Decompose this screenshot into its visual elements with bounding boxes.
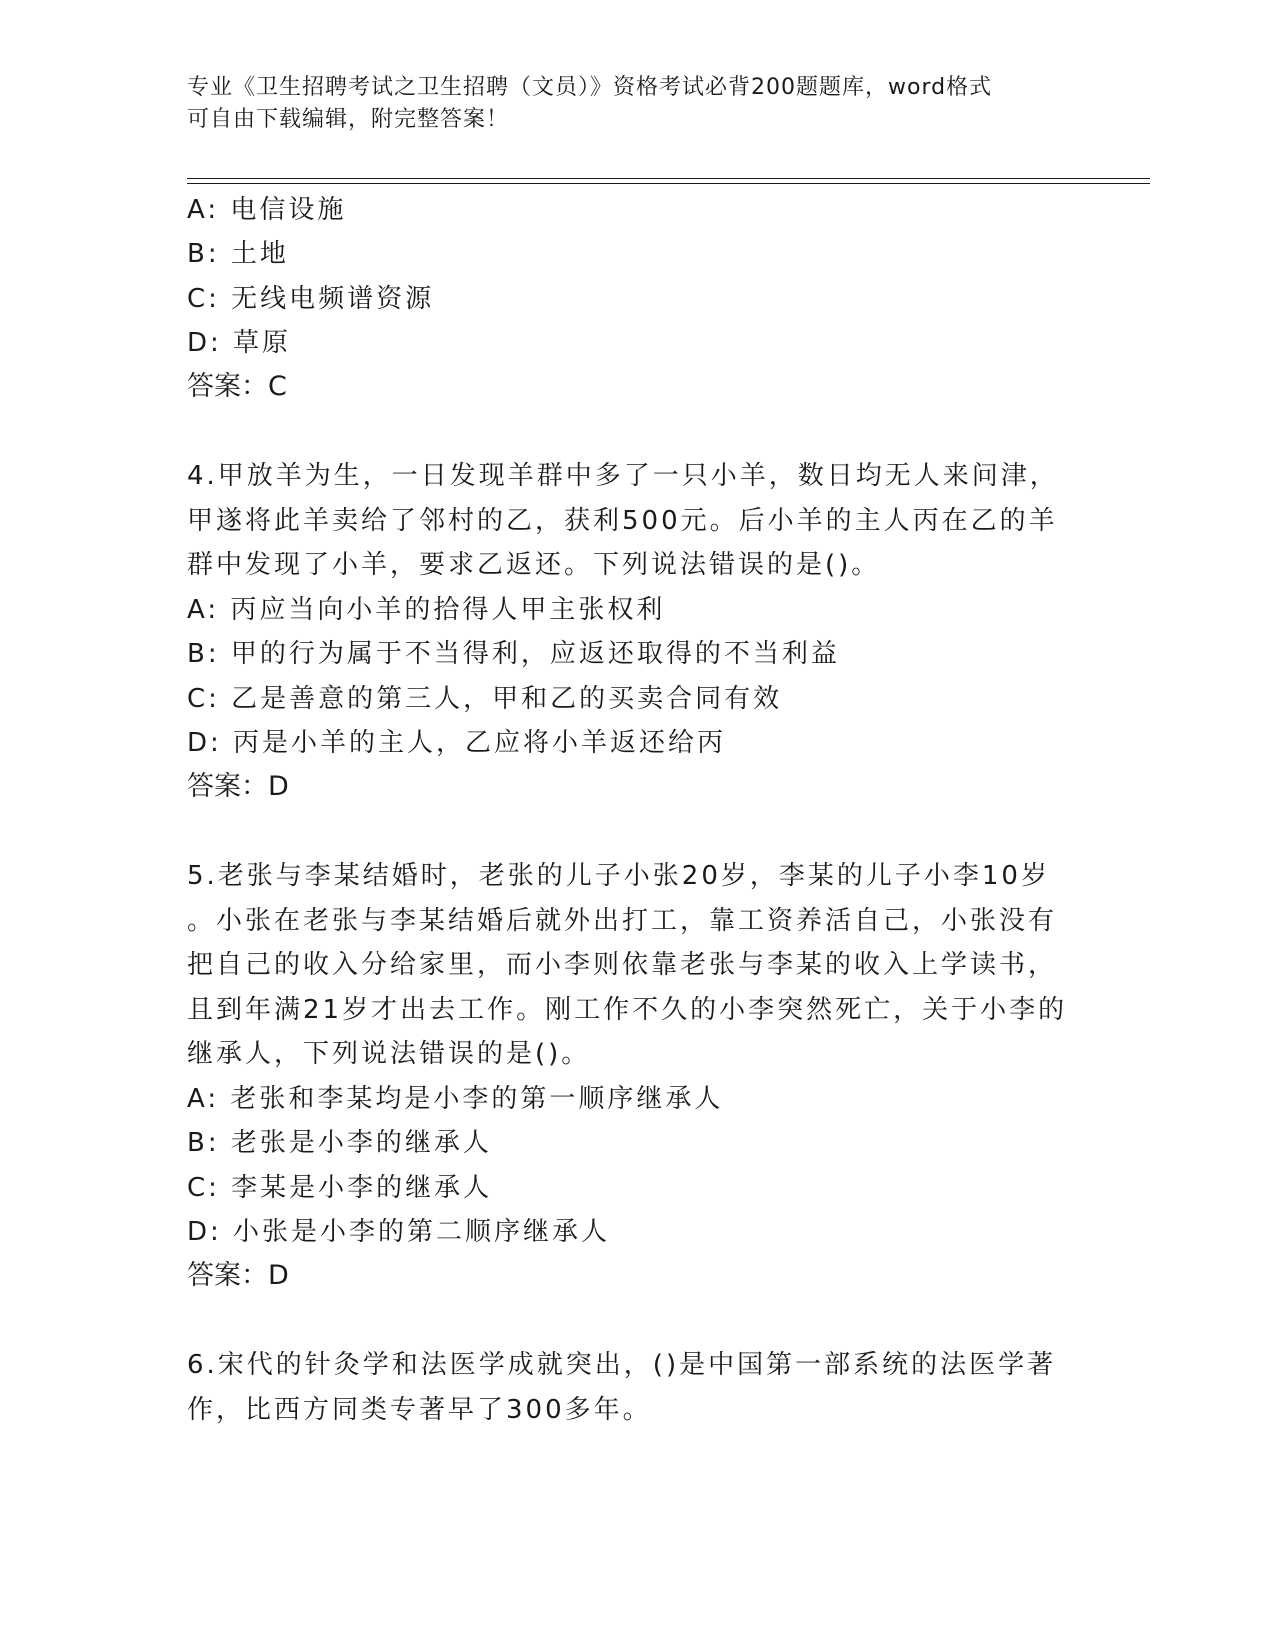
q5-option-a: A: 老张和李某均是小李的第一顺序继承人 <box>187 1084 724 1114</box>
q3-option-a: A: 电信设施 <box>187 195 347 225</box>
q5-stem-line-5: 继承人，下列说法错误的是()。 <box>187 1039 591 1069</box>
q3-answer: 答案：C <box>187 371 287 402</box>
q5-stem-line-1: 5.老张与李某结婚时，老张的儿子小张20岁，李某的儿子小李10岁 <box>187 861 1050 891</box>
q4-answer: 答案：D <box>187 771 289 802</box>
q3-option-b: B: 土地 <box>187 239 289 269</box>
q4-option-d: D: 丙是小羊的主人，乙应将小羊返还给丙 <box>187 728 727 758</box>
q5-option-b: B: 老张是小李的继承人 <box>187 1128 492 1158</box>
q5-stem-line-3: 把自己的收入分给家里，而小李则依靠老张与李某的收入上学读书， <box>187 950 1058 980</box>
q4-stem-line-2: 甲遂将此羊卖给了邻村的乙，获利500元。后小羊的主人丙在乙的羊 <box>187 506 1058 536</box>
header-rule-top <box>187 178 1150 179</box>
q4-option-b: B: 甲的行为属于不当得利，应返还取得的不当利益 <box>187 639 840 669</box>
header-rule-bottom <box>187 183 1150 184</box>
q3-option-d: D: 草原 <box>187 328 292 358</box>
q5-option-d: D: 小张是小李的第二顺序继承人 <box>187 1217 611 1247</box>
document-header <box>187 72 1067 136</box>
q6-stem-line-1: 6.宋代的针灸学和法医学成就突出，()是中国第一部系统的法医学著 <box>187 1350 1057 1380</box>
q6-stem-line-2: 作，比西方同类专著早了300多年。 <box>187 1395 652 1425</box>
q5-answer: 答案：D <box>187 1260 289 1291</box>
q4-stem-line-1: 4.甲放羊为生，一日发现羊群中多了一只小羊，数日均无人来问津， <box>187 461 1059 491</box>
q5-stem-line-2: 。小张在老张与李某结婚后就外出打工，靠工资养活自己，小张没有 <box>187 906 1058 936</box>
q4-option-a: A: 丙应当向小羊的拾得人甲主张权利 <box>187 595 666 625</box>
q3-option-c: C: 无线电频谱资源 <box>187 284 435 314</box>
q4-option-c: C: 乙是善意的第三人，甲和乙的买卖合同有效 <box>187 684 783 714</box>
q4-stem-line-3: 群中发现了小羊，要求乙返还。下列说法错误的是()。 <box>187 550 881 580</box>
header-line-2: 可自由下载编辑，附完整答案！ <box>187 107 510 132</box>
q5-stem-line-4: 且到年满21岁才出去工作。刚工作不久的小李突然死亡，关于小李的 <box>187 995 1068 1025</box>
q5-option-c: C: 李某是小李的继承人 <box>187 1173 493 1203</box>
header-line-1: 专业《卫生招聘考试之卫生招聘（文员）》资格考试必背200题题库，word格式 <box>187 75 993 100</box>
